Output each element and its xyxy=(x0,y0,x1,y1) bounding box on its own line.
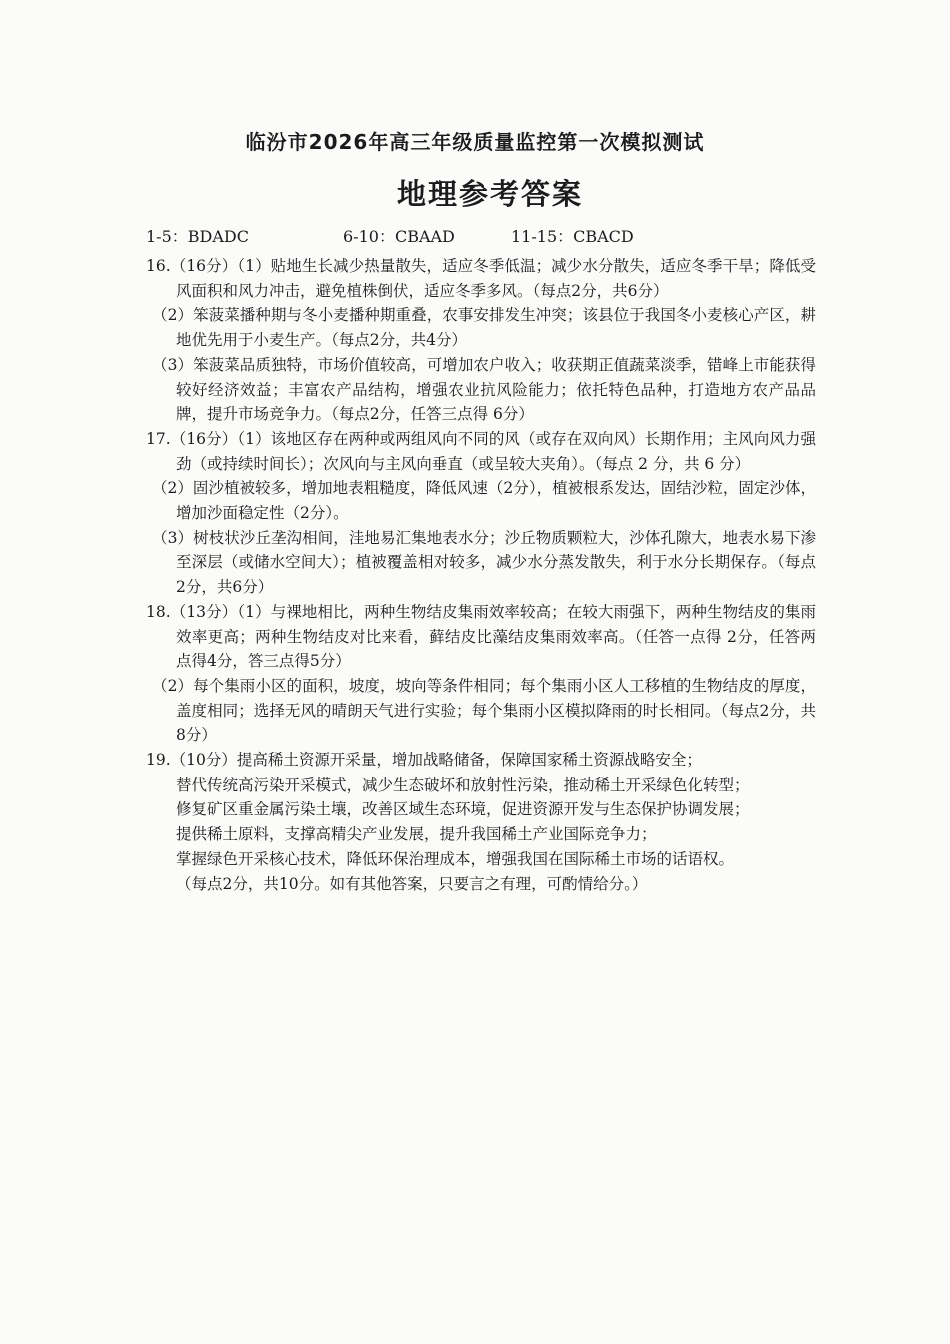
multiple-choice-answers xyxy=(0,224,950,248)
q18-part1: 18.（13分）（1）与裸地相比，两种生物结皮集雨效率较高；在较大雨强下，两种生物结皮的集雨效率更高；两种生物结皮对比来看，藓结皮比藻结皮集雨效率高。（任答一点得 2分，任答两点得4分，答三点得5分） xyxy=(146,602,816,671)
q16-part1: 16.（16分）（1）贴地生长减少热量散失，适应冬季低温；减少水分散失，适应冬季干旱；降低受风面积和风力冲击，避免植株倒伏，适应冬季多风。（每点2分，共6分） xyxy=(146,257,816,300)
q19-scoring-note: （每点2分，共10分。如有其他答案，只要言之有理，可酌情给分。） xyxy=(176,874,648,893)
q16-part3: （3）笨菠菜品质独特，市场价值较高，可增加农户收入；收获期正值蔬菜淡季，错峰上市能获得较好经济效益；丰富农产品结构，增强农业抗风险能力；依托特色品种，打造地方农产品品牌，提升市场竞争力。（每点2分，任答三点得 6分） xyxy=(152,355,816,424)
q17-part3: （3）树枝状沙丘垄沟相间，洼地易汇集地表水分；沙丘物质颗粒大，沙体孔隙大，地表水易下渗至深层（或储水空间大）；植被覆盖相对较多，减少水分蒸发散失，利于水分长期保存。（每点2分，共6分） xyxy=(152,528,816,597)
q19-line3: 修复矿区重金属污染土壤，改善区域生态环境，促进资源开发与生态保护协调发展； xyxy=(176,800,750,819)
mc-answers-1-5: 1-5：BDADC xyxy=(146,227,249,246)
q18-part2: （2）每个集雨小区的面积，坡度，坡向等条件相同；每个集雨小区人工移植的生物结皮的厚度，盖度相同；选择无风的晴朗天气进行实验；每个集雨小区模拟降雨的时长相同。（每点2分，共8分） xyxy=(152,676,816,745)
q17-part1: 17.（16分）（1）该地区存在两种或两组风向不同的风（或存在双向风）长期作用；主风向风力强劲（或持续时间长）；次风向与主风向垂直（或呈较大夹角）。（每点 2 分，共 6 分） xyxy=(146,429,816,473)
answer-key-subtitle: 地理参考答案 xyxy=(396,177,583,211)
q19-line4: 提供稀土原料，支撑高精尖产业发展，提升我国稀土产业国际竞争力； xyxy=(176,825,657,844)
mc-answers-6-10: 6-10：CBAAD xyxy=(343,227,455,246)
answer-content xyxy=(146,254,816,896)
q19-line2: 替代传统高污染开采模式，减少生态破坏和放射性污染，推动稀土开采绿色化转型； xyxy=(176,775,750,794)
mc-answers-11-15: 11-15：CBACD xyxy=(511,227,634,246)
q19-line1: 19.（10分）提高稀土资源开采量，增加战略储备，保障国家稀土资源战略安全； xyxy=(146,751,702,770)
q19-line5: 掌握绿色开采核心技术，降低环保治理成本，增强我国在国际稀土市场的话语权。 xyxy=(176,849,735,868)
q17-part2: （2）固沙植被较多，增加地表粗糙度，降低风速（2分），植被根系发达，固结沙粒，固定沙体，增加沙面稳定性（2分）。 xyxy=(152,479,816,523)
q16-part2: （2）笨菠菜播种期与冬小麦播种期重叠，农事安排发生冲突；该县位于我国冬小麦核心产区，耕地优先用于小麦生产。（每点2分，共4分） xyxy=(152,306,816,350)
exam-title: 临汾市2026年高三年级质量监控第一次模拟测试 xyxy=(245,130,705,154)
